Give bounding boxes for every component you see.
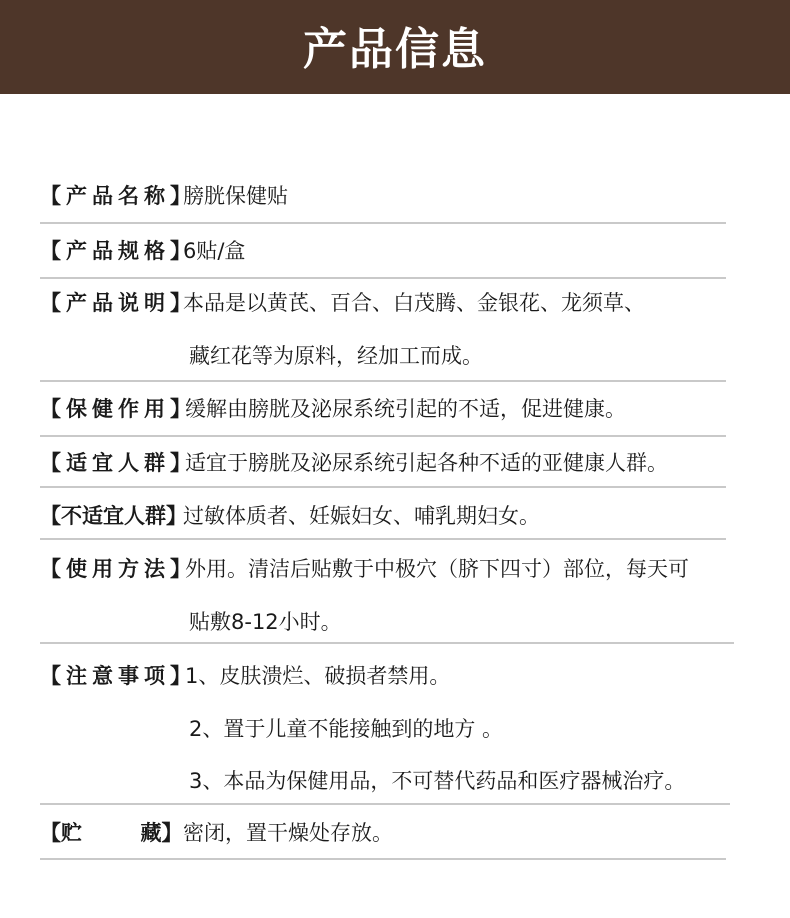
divider: [40, 435, 726, 437]
label-suitable-people: 【适宜人群】: [40, 451, 196, 475]
value-storage: 密闭，置干燥处存放。: [183, 821, 393, 845]
page-title: 产品信息: [303, 24, 487, 75]
divider: [40, 538, 726, 540]
label-precautions: 【注意事项】: [40, 664, 196, 688]
value-suitable-people: 适宜于膀胱及泌尿系统引起各种不适的亚健康人群。: [185, 451, 668, 475]
value-product-desc-line2: 藏红花等为原料，经加工而成。: [189, 344, 483, 368]
label-usage: 【使用方法】: [40, 557, 196, 581]
label-product-name: 【产品名称】: [40, 184, 196, 208]
divider: [40, 803, 730, 805]
divider: [40, 858, 726, 860]
value-usage-line2: 贴敷8-12小时。: [189, 610, 342, 634]
divider: [40, 642, 734, 644]
divider: [40, 277, 726, 279]
label-unsuitable-people: 【不适宜人群】: [40, 504, 187, 528]
divider: [40, 380, 726, 382]
value-product-desc-line1: 本品是以黄芪、百合、白茂腾、金银花、龙须草、: [183, 291, 645, 315]
value-product-name: 膀胱保健贴: [183, 184, 288, 208]
value-unsuitable-people: 过敏体质者、妊娠妇女、哺乳期妇女。: [183, 504, 540, 528]
label-health-effect: 【保健作用】: [40, 397, 196, 421]
label-product-desc: 【产品说明】: [40, 291, 196, 315]
value-health-effect: 缓解由膀胱及泌尿系统引起的不适，促进健康。: [185, 397, 626, 421]
value-precaution-1: 1、皮肤溃烂、破损者禁用。: [185, 664, 451, 688]
label-product-spec: 【产品规格】: [40, 239, 196, 263]
value-product-spec: 6贴/盒: [183, 239, 246, 263]
value-precaution-2: 2、置于儿童不能接触到的地方 。: [189, 717, 504, 741]
value-precaution-3: 3、本品为保健用品，不可替代药品和医疗器械治疗。: [189, 769, 686, 793]
header-banner: [0, 0, 790, 94]
label-storage: 【贮 藏】: [40, 821, 183, 845]
divider: [40, 486, 726, 488]
divider: [40, 222, 726, 224]
value-usage-line1: 外用。清洁后贴敷于中极穴（脐下四寸）部位，每天可: [185, 557, 689, 581]
